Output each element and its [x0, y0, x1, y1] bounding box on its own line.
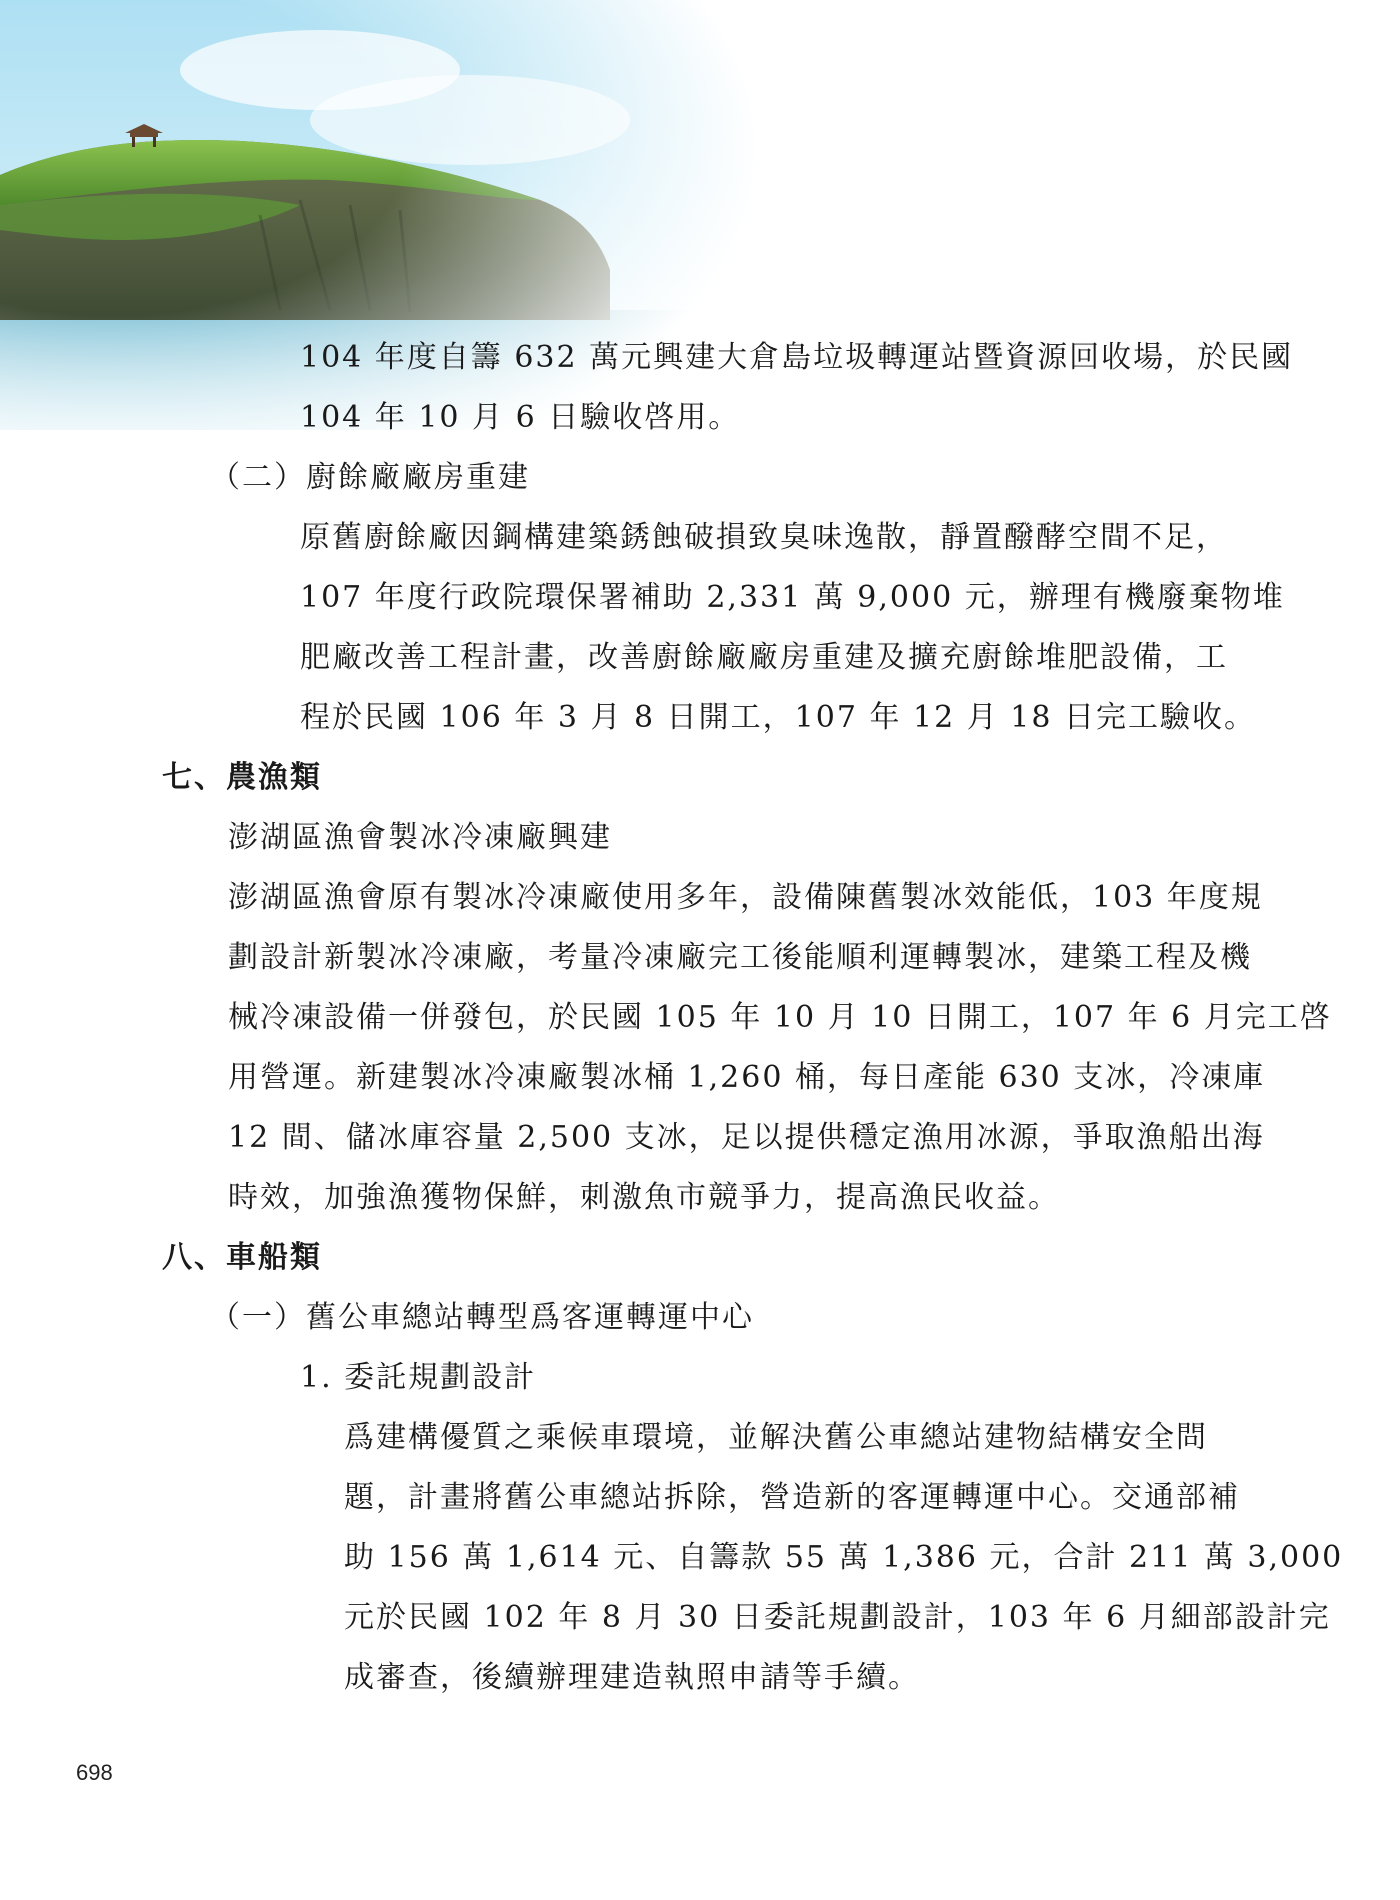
text-line: 用營運。新建製冰冷凍廠製冰桶 1,260 桶，每日產能 630 支冰，冷凍庫	[228, 1060, 1266, 1095]
text-line: 104 年 10 月 6 日驗收啓用。	[300, 400, 741, 435]
text-line: 澎湖區漁會製冰冷凍廠興建	[228, 820, 612, 855]
page-number: 698	[76, 1760, 113, 1785]
text-line: 爲建構優質之乘候車環境，並解決舊公車總站建物結構安全問	[344, 1420, 1208, 1455]
text-line: （一）舊公車總站轉型爲客運轉運中心	[210, 1300, 754, 1335]
text-line: 題，計畫將舊公車總站拆除，營造新的客運轉運中心。交通部補	[344, 1480, 1240, 1515]
text-line: 12 間、儲冰庫容量 2,500 支冰，足以提供穩定漁用冰源，爭取漁船出海	[228, 1120, 1265, 1155]
text-line: 107 年度行政院環保署補助 2,331 萬 9,000 元，辦理有機廢棄物堆	[300, 580, 1285, 615]
text-line: 程於民國 106 年 3 月 8 日開工，107 年 12 月 18 日完工驗收。	[300, 700, 1256, 735]
text-line: 時效，加強漁獲物保鮮，刺激魚市競爭力，提高漁民收益。	[228, 1180, 1060, 1215]
section-heading: 七、農漁類	[162, 760, 322, 795]
text-line: 原舊廚餘廠因鋼構建築銹蝕破損致臭味逸散，靜置醱酵空間不足，	[300, 520, 1228, 555]
text-line: 104 年度自籌 632 萬元興建大倉島垃圾轉運站暨資源回收場，於民國	[300, 340, 1294, 375]
text-line: 械冷凍設備一併發包，於民國 105 年 10 月 10 日開工，107 年 6 月完工啓	[228, 1000, 1332, 1035]
text-line: 澎湖區漁會原有製冰冷凍廠使用多年，設備陳舊製冰效能低，103 年度規	[228, 880, 1263, 915]
text-line: 助 156 萬 1,614 元、自籌款 55 萬 1,386 元，合計 211 萬 3,000	[344, 1540, 1344, 1575]
text-line: 成審查，後續辦理建造執照申請等手續。	[344, 1660, 920, 1695]
text-line: 元於民國 102 年 8 月 30 日委託規劃設計，103 年 6 月細部設計完	[344, 1600, 1331, 1635]
section-heading: 八、車船類	[162, 1240, 322, 1275]
text-line: 肥廠改善工程計畫，改善廚餘廠廠房重建及擴充廚餘堆肥設備，工	[300, 640, 1228, 675]
text-line: （二）廚餘廠廠房重建	[210, 460, 530, 495]
text-line: 1. 委託規劃設計	[300, 1360, 537, 1395]
text-line: 劃設計新製冰冷凍廠，考量冷凍廠完工後能順利運轉製冰，建築工程及機	[228, 940, 1252, 975]
